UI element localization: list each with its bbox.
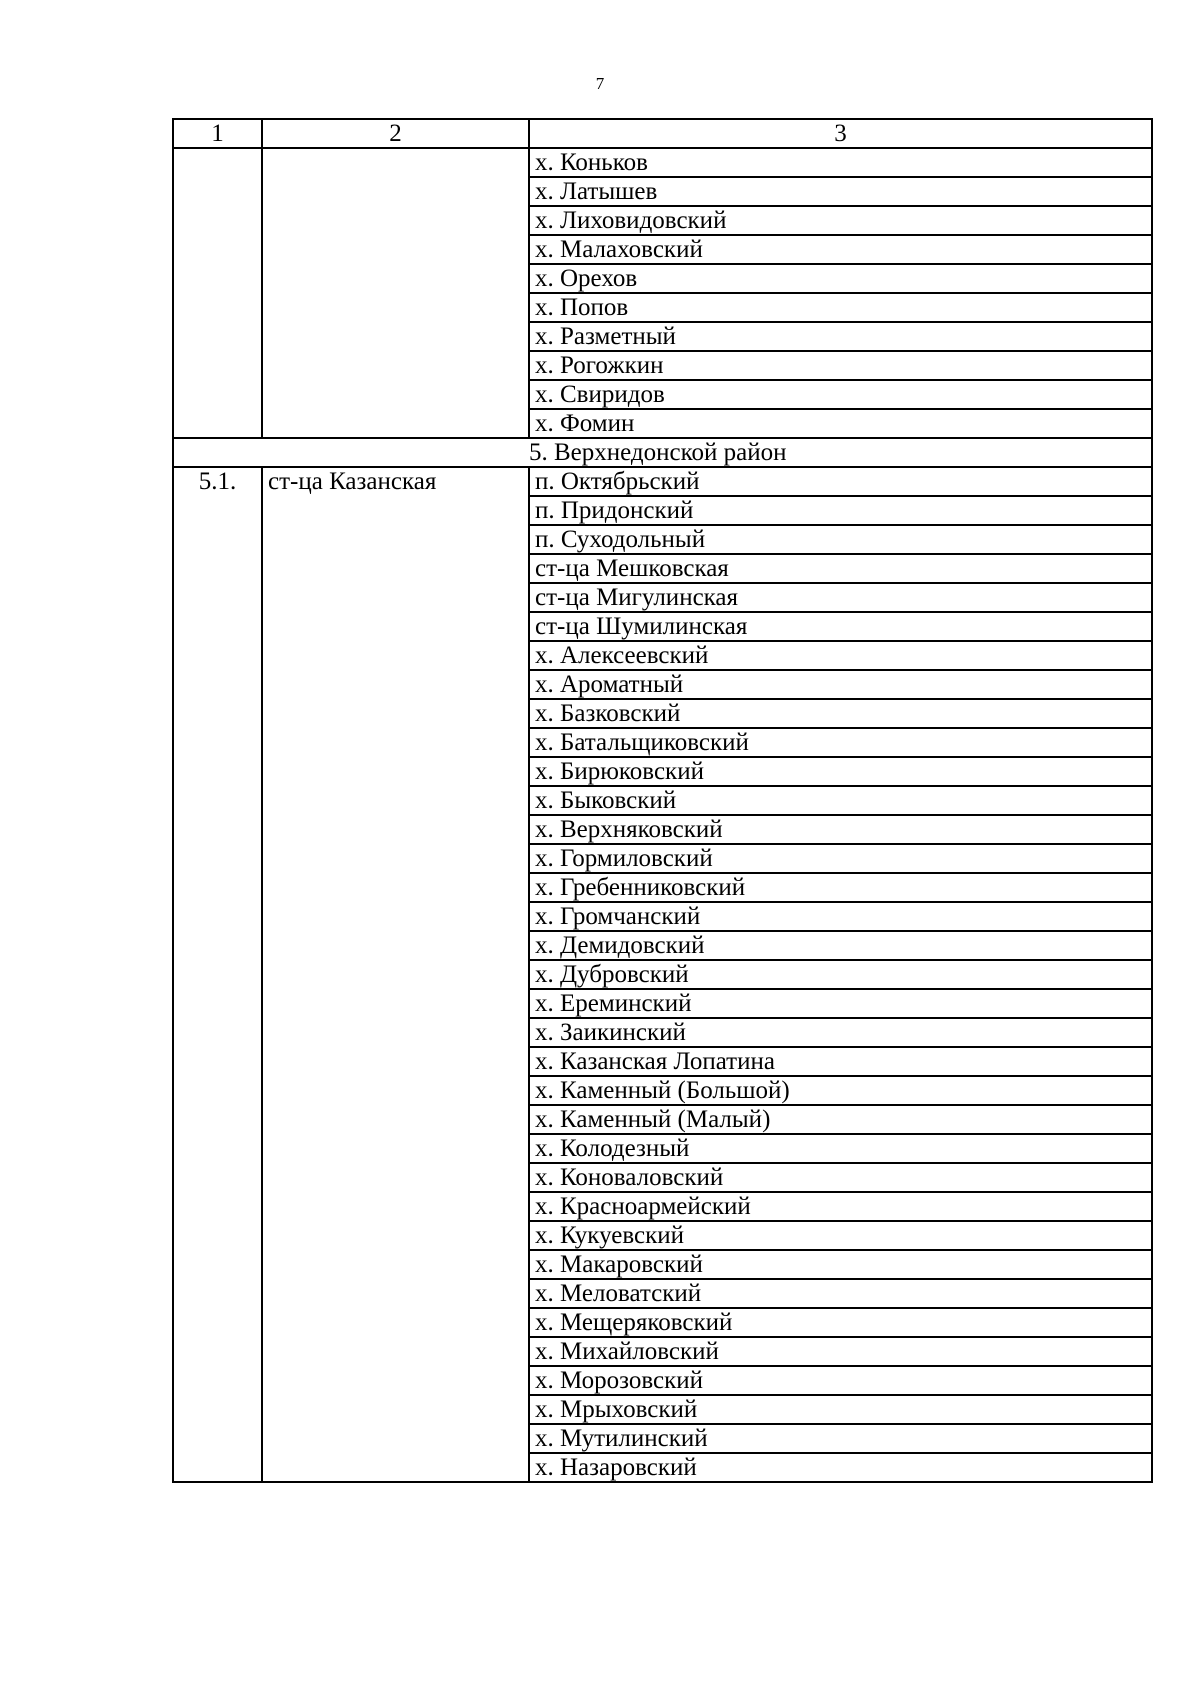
settlement-cell: х. Орехов [529, 264, 1152, 293]
settlement-cell: х. Быковский [529, 786, 1152, 815]
settlement-cell: х. Каменный (Большой) [529, 1076, 1152, 1105]
table-header-row [173, 119, 1152, 148]
settlement-cell: х. Верхняковский [529, 815, 1152, 844]
header-col-2: 2 [262, 119, 529, 148]
settlements-table [172, 118, 1153, 1483]
settlement-cell: х. Лиховидовский [529, 206, 1152, 235]
settlement-cell: х. Рогожкин [529, 351, 1152, 380]
settlement-cell: ст-ца Мешковская [529, 554, 1152, 583]
settlement-cell: х. Демидовский [529, 931, 1152, 960]
settlement-cell: х. Фомин [529, 409, 1152, 438]
settlement-cell: х. Красноармейский [529, 1192, 1152, 1221]
settlement-cell: х. Мещеряковский [529, 1308, 1152, 1337]
settlement-cell: х. Морозовский [529, 1366, 1152, 1395]
settlement-cell: х. Разметный [529, 322, 1152, 351]
settlement-cell: ст-ца Шумилинская [529, 612, 1152, 641]
settlement-cell: х. Гормиловский [529, 844, 1152, 873]
settlement-cell: х. Коньков [529, 148, 1152, 177]
settlement-cell: х. Попов [529, 293, 1152, 322]
settlement-cell: х. Латышев [529, 177, 1152, 206]
settlement-cell: х. Гребенниковский [529, 873, 1152, 902]
settlement-cell: х. Батальщиковский [529, 728, 1152, 757]
settlement-cell: х. Меловатский [529, 1279, 1152, 1308]
settlement-cell: х. Ароматный [529, 670, 1152, 699]
section-title: 5. Верхнедонской район [173, 438, 1152, 467]
settlement-cell: х. Малаховский [529, 235, 1152, 264]
page-number: 7 [595, 74, 605, 93]
continuation-number-cell [173, 148, 262, 438]
settlement-cell: п. Придонский [529, 496, 1152, 525]
settlement-cell: х. Мрыховский [529, 1395, 1152, 1424]
settlement-cell: х. Свиридов [529, 380, 1152, 409]
settlement-cell: х. Макаровский [529, 1250, 1152, 1279]
settlement-cell: х. Бирюковский [529, 757, 1152, 786]
settlement-cell: п. Октябрьский [529, 467, 1152, 496]
section-row [173, 438, 1152, 467]
settlement-cell: х. Громчанский [529, 902, 1152, 931]
settlement-cell: х. Базковский [529, 699, 1152, 728]
settlement-cell: ст-ца Мигулинская [529, 583, 1152, 612]
settlement-cell: х. Назаровский [529, 1453, 1152, 1482]
table-row [173, 467, 1152, 496]
entry-number: 5.1. [173, 467, 262, 1482]
settlement-cell: х. Колодезный [529, 1134, 1152, 1163]
settlement-cell: х. Михайловский [529, 1337, 1152, 1366]
settlement-cell: х. Алексеевский [529, 641, 1152, 670]
continuation-name-cell [262, 148, 529, 438]
settlement-cell: х. Дубровский [529, 960, 1152, 989]
header-col-3: 3 [529, 119, 1152, 148]
settlement-cell: х. Коноваловский [529, 1163, 1152, 1192]
settlement-cell: х. Ереминский [529, 989, 1152, 1018]
header-col-1: 1 [173, 119, 262, 148]
settlement-cell: х. Каменный (Малый) [529, 1105, 1152, 1134]
settlement-cell: х. Кукуевский [529, 1221, 1152, 1250]
settlement-cell: х. Казанская Лопатина [529, 1047, 1152, 1076]
entry-name: ст-ца Казанская [262, 467, 529, 1482]
settlement-cell: п. Суходольный [529, 525, 1152, 554]
table-row [173, 148, 1152, 177]
settlement-cell: х. Заикинский [529, 1018, 1152, 1047]
settlement-cell: х. Мутилинский [529, 1424, 1152, 1453]
